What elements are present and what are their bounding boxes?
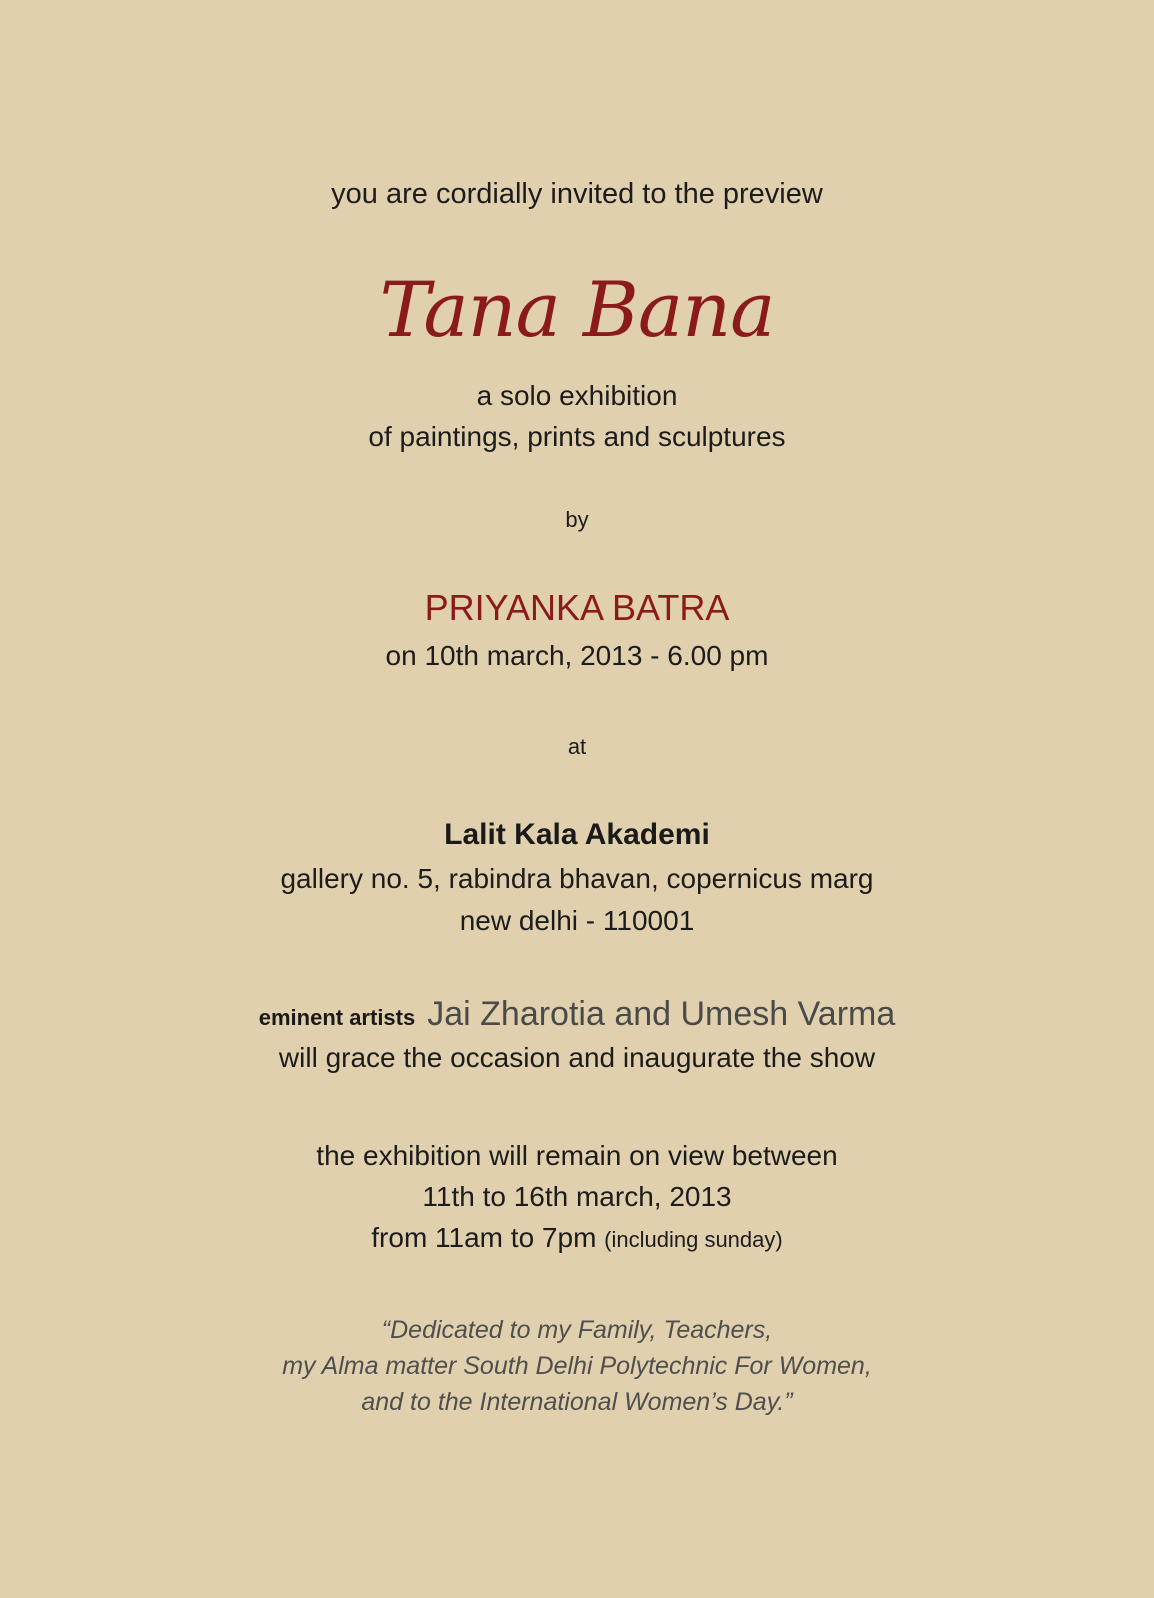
at-text: at (567, 734, 587, 759)
guests-label: eminent artists (258, 1005, 416, 1030)
guests-line (0, 997, 1154, 1031)
view-line-1: the exhibition will remain on view between (316, 1140, 838, 1171)
subtitle-line-2: of paintings, prints and sculptures (368, 421, 786, 452)
grace-text: will grace the occasion and inaugurate the show (278, 1042, 876, 1073)
view-hours: from 11am to 7pm (371, 1222, 597, 1253)
view-line-2: 11th to 16th march, 2013 (422, 1181, 732, 1212)
venue-name: Lalit Kala Akademi (444, 818, 710, 851)
preview-date: on 10th march, 2013 - 6.00 pm (385, 640, 769, 671)
address-line-1: gallery no. 5, rabindra bhavan, copernicus marg (280, 863, 874, 894)
guests-names: Jai Zharotia and Umesh Varma (427, 995, 896, 1033)
intro-text: you are cordially invited to the preview (331, 178, 823, 210)
dedication-line-1: “Dedicated to my Family, Teachers, (381, 1316, 773, 1344)
exhibition-title: Tana Bana (379, 265, 775, 354)
artist-name: PRIYANKA BATRA (424, 587, 730, 628)
subtitle-line-1: a solo exhibition (476, 380, 678, 411)
by-text: by (565, 507, 589, 532)
view-note: (including sunday) (604, 1227, 783, 1252)
dedication-line-3: and to the International Women’s Day.” (361, 1388, 793, 1416)
view-line-3 (0, 1224, 1154, 1252)
address-line-2: new delhi - 110001 (459, 905, 695, 936)
dedication-line-2: my Alma matter South Delhi Polytechnic For Women, (282, 1352, 872, 1380)
